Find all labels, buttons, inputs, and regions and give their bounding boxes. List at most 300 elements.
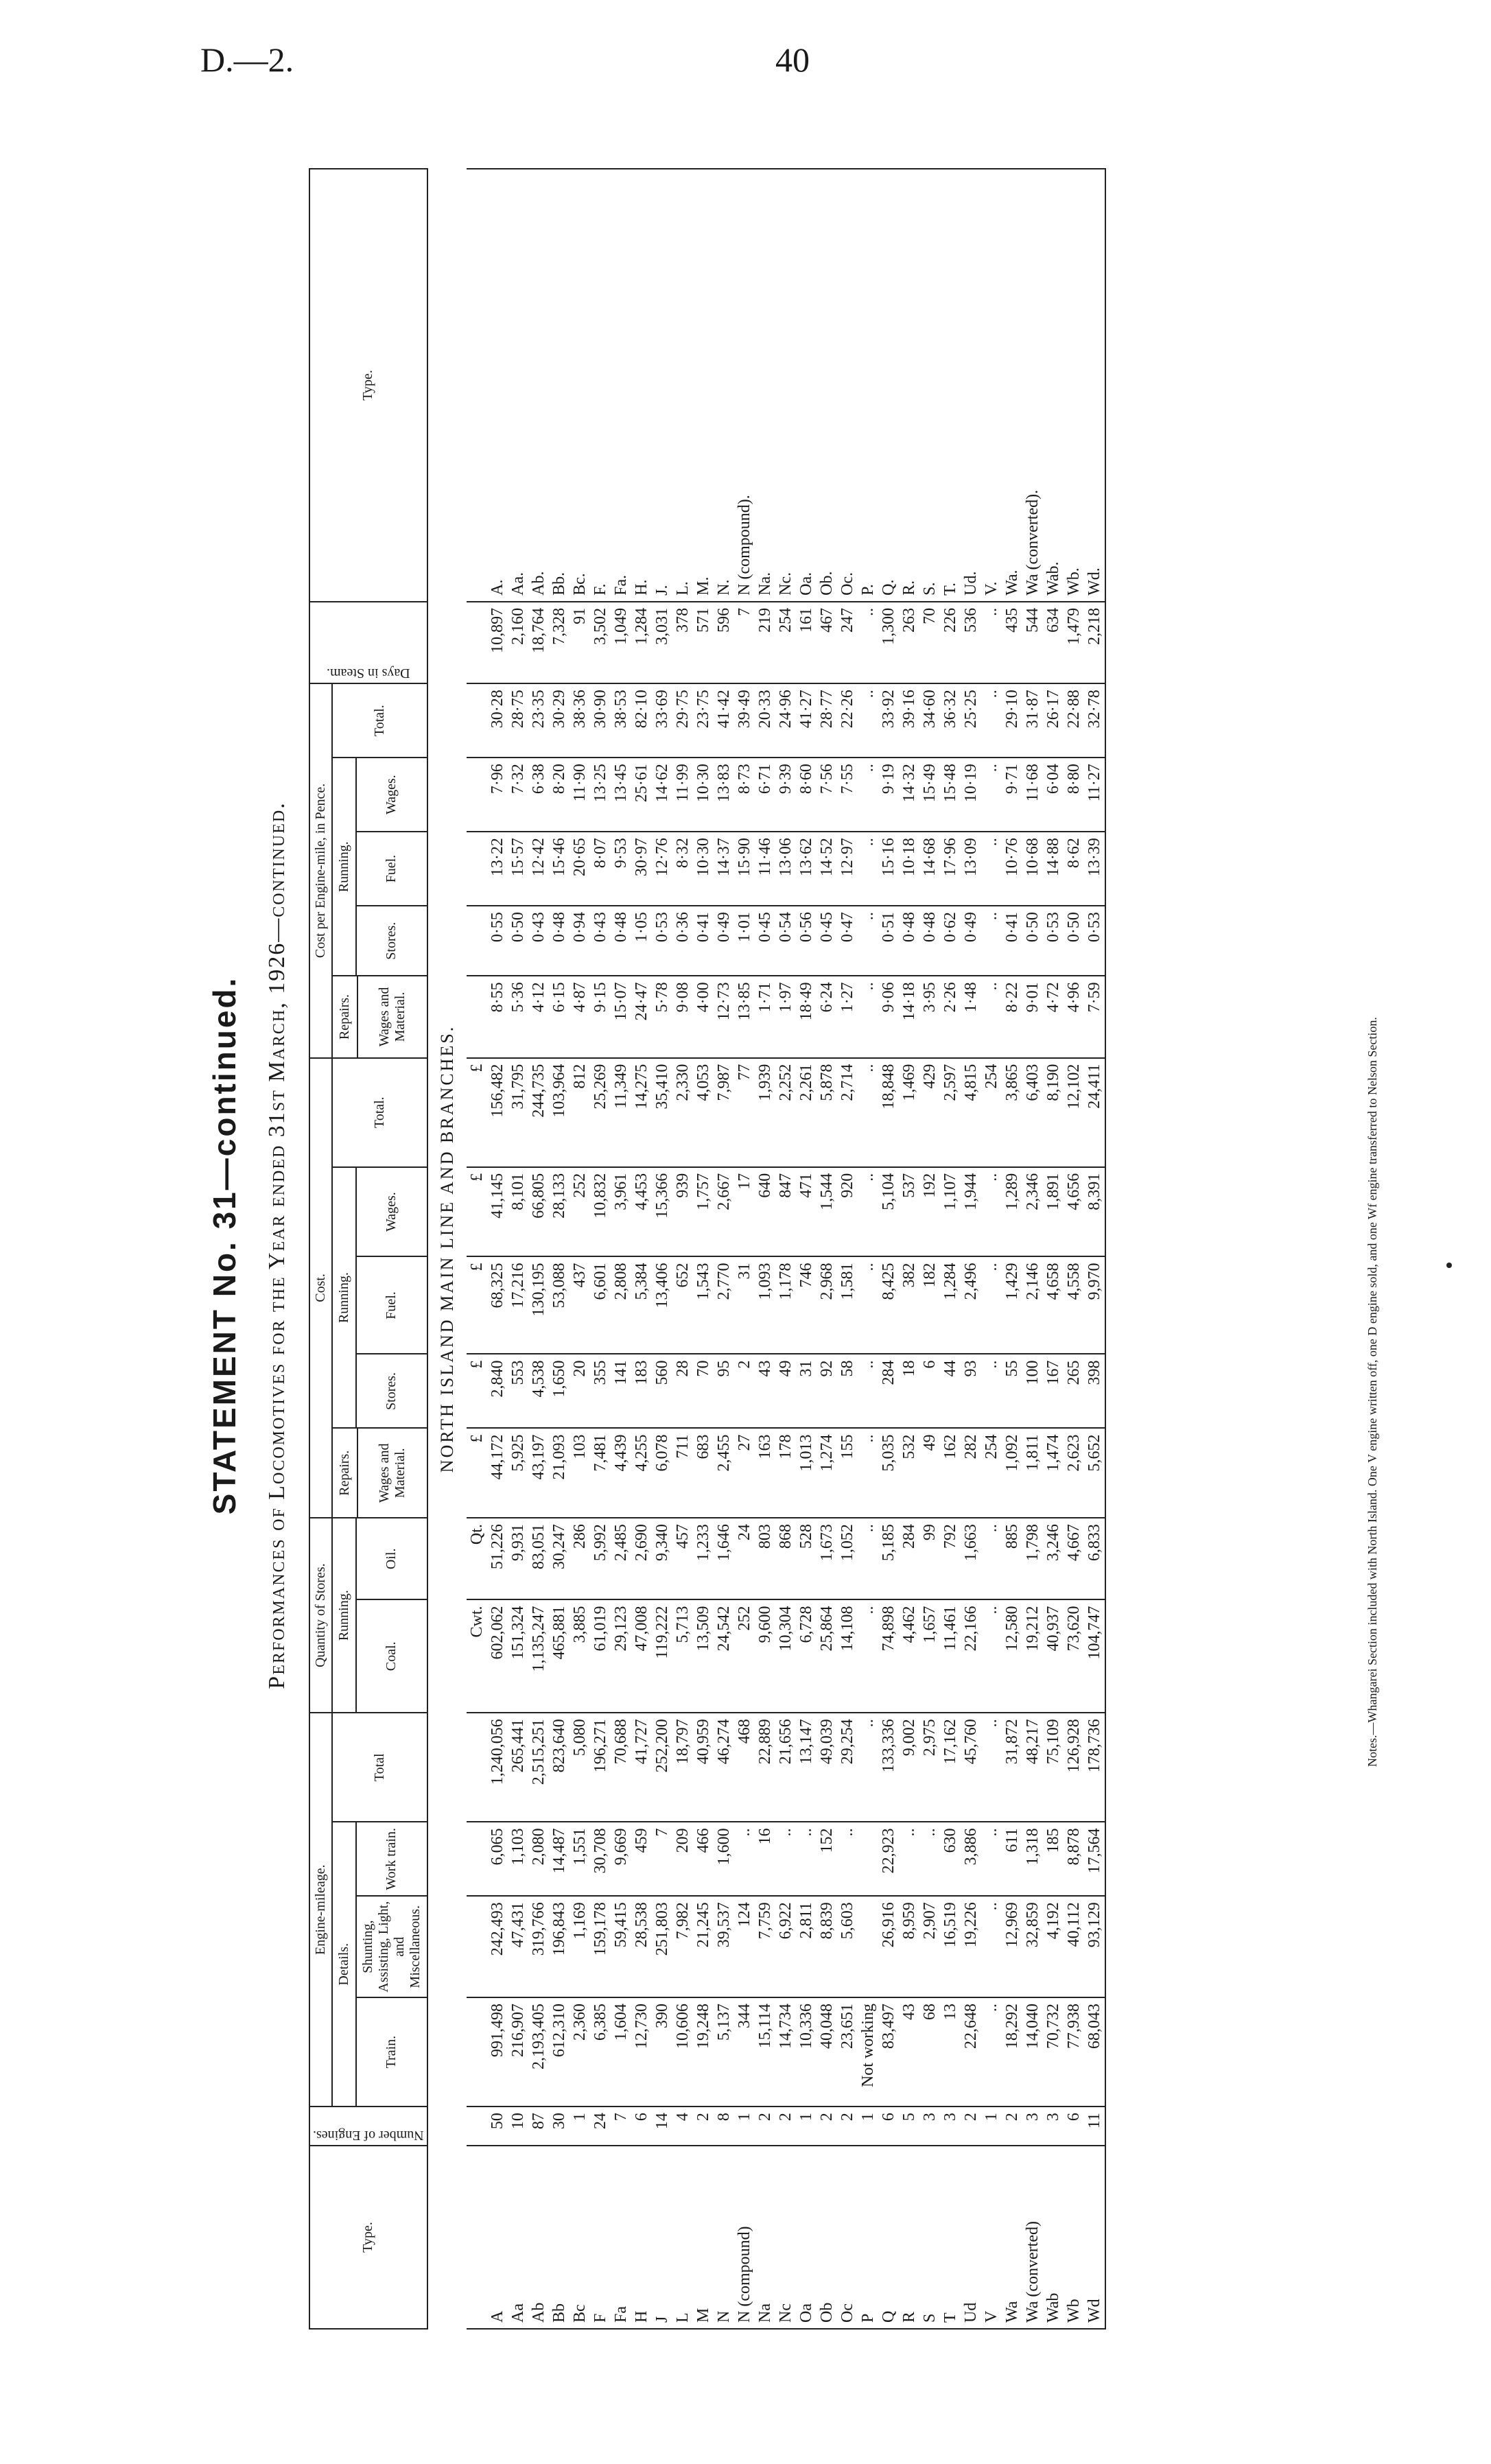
shunting-miles-cell: 39,537 [714,1896,734,1997]
pence-stores-cell: .. [981,906,1002,976]
pence-total-cell: 24·96 [775,683,796,758]
train-miles-cell: 991,498 [487,1997,508,2107]
repairs-cost-cell: 4,439 [611,1428,631,1518]
type-right-cell: R. [899,169,919,602]
oil-cell: 6,833 [1084,1518,1105,1599]
pence-stores-cell: 0·53 [1084,906,1105,976]
days-in-steam-cell: 219 [755,602,775,683]
pence-wages-cell: 15·48 [940,758,961,832]
pence-total-cell: 28·75 [508,683,528,758]
total-miles-cell: 252,200 [652,1713,672,1822]
wages-cost-cell: 1,544 [817,1167,837,1257]
train-miles-cell: 12,730 [631,1997,652,2107]
train-miles-cell: 13 [940,1997,961,2107]
days-in-steam-cell: 596 [714,602,734,683]
total-miles-cell: 45,760 [961,1713,981,1822]
engines-cell: 2 [961,2107,981,2146]
engines-cell: 2 [1002,2107,1022,2146]
table-row [1064,169,1084,2329]
fuel-cost-cell: 2,968 [817,1256,837,1354]
days-in-steam-cell: 10,897 [487,602,508,683]
stores-cost-cell: 167 [1043,1354,1064,1429]
pence-wages-cell: 6·04 [1043,758,1064,832]
pence-stores-cell: 0·51 [878,906,899,976]
type-cell: H [631,2146,652,2329]
wages-cost-cell: 1,289 [1002,1167,1022,1257]
stores-cost-cell: 553 [508,1354,528,1429]
days-in-steam-cell: .. [981,602,1002,683]
days-in-steam-cell: 254 [775,602,796,683]
pence-wages-cell: 10·30 [693,758,714,832]
table-row [940,169,961,2329]
type-cell: S [919,2146,940,2329]
repairs-cost-cell: 683 [693,1428,714,1518]
total-cost-cell: 244,735 [528,1058,549,1167]
repairs-cost-cell: 711 [672,1428,693,1518]
type-right-cell: Wa. [1002,169,1022,602]
stores-cost-cell: 398 [1084,1354,1105,1429]
train-miles-cell: 40,048 [817,1997,837,2107]
work-train-miles-cell: 7 [652,1822,672,1896]
table-row [570,169,590,2329]
header-type: Type. [309,2146,427,2329]
wages-cost-cell: 847 [775,1167,796,1257]
type-cell: Q [878,2146,899,2329]
fuel-cost-cell: 31 [734,1256,755,1354]
total-miles-cell: 5,080 [570,1713,590,1822]
stores-cost-cell: 4,538 [528,1354,549,1429]
pence-repairs-cell: 7·59 [1084,976,1105,1057]
days-in-steam-cell: 226 [940,602,961,683]
pence-stores-cell: 0·48 [549,906,570,976]
stores-cost-cell: 100 [1022,1354,1043,1429]
coal-cell: 9,600 [755,1599,775,1713]
pence-stores-cell: 0·55 [487,906,508,976]
table-row [1002,169,1022,2329]
wages-cost-cell: 640 [755,1167,775,1257]
pence-total-cell: 36·32 [940,683,961,758]
fuel-cost-cell: 1,581 [837,1256,858,1354]
engines-cell: 2 [775,2107,796,2146]
days-in-steam-cell: 70 [919,602,940,683]
oil-cell: 1,646 [714,1518,734,1599]
pence-repairs-cell: 12·73 [714,976,734,1057]
type-cell: T [940,2146,961,2329]
oil-cell: 457 [672,1518,693,1599]
wages-cost-cell: 2,667 [714,1167,734,1257]
stores-cost-cell: 28 [672,1354,693,1429]
engines-cell: 10 [508,2107,528,2146]
wages-cost-cell: 939 [672,1167,693,1257]
days-in-steam-cell: 1,049 [611,602,631,683]
engines-cell: 30 [549,2107,570,2146]
train-miles-cell: 15,114 [755,1997,775,2107]
type-right-cell: L. [672,169,693,602]
total-cost-cell: 5,878 [817,1058,837,1167]
unit-wages: £ [467,1167,487,1257]
pence-fuel-cell: 9·53 [611,832,631,906]
repairs-cost-cell: 162 [940,1428,961,1518]
total-cost-cell: 2,597 [940,1058,961,1167]
engines-cell: 5 [899,2107,919,2146]
pence-total-cell: 25·25 [961,683,981,758]
coal-cell: 4,462 [899,1599,919,1713]
wages-cost-cell: 15,366 [652,1167,672,1257]
pence-repairs-cell: 2·26 [940,976,961,1057]
work-train-miles-cell: 1,600 [714,1822,734,1896]
table-row [734,169,755,2329]
days-in-steam-cell: 2,218 [1084,602,1105,683]
table-row [590,169,611,2329]
pence-stores-cell: 0·53 [652,906,672,976]
type-right-cell: J. [652,169,672,602]
page-ref: D.—2. [200,40,294,79]
coal-cell: 602,062 [487,1599,508,1713]
pence-repairs-cell: 5·78 [652,976,672,1057]
engines-cell: 7 [611,2107,631,2146]
pence-repairs-cell: 9·01 [1022,976,1043,1057]
work-train-miles-cell: 2,080 [528,1822,549,1896]
shunting-miles-cell: 59,415 [611,1896,631,1997]
pence-total-cell: 31·87 [1022,683,1043,758]
engines-cell: 1 [570,2107,590,2146]
pence-stores-cell: 0·47 [837,906,858,976]
pence-total-cell: 33·69 [652,683,672,758]
header-pence-wages-material: Wages and Material. [357,976,427,1057]
work-train-miles-cell: 1,103 [508,1822,528,1896]
coal-cell: 465,881 [549,1599,570,1713]
engines-cell: 2 [693,2107,714,2146]
engines-cell: 14 [652,2107,672,2146]
pence-total-cell: 22·88 [1064,683,1084,758]
oil-cell: 9,931 [508,1518,528,1599]
total-cost-cell: 812 [570,1058,590,1167]
fuel-cost-cell: 53,088 [549,1256,570,1354]
type-right-cell: N (compound). [734,169,755,602]
pence-fuel-cell: 15·16 [878,832,899,906]
type-right-cell: Nc. [775,169,796,602]
header-wages: Wages. [356,1167,427,1257]
fuel-cost-cell: 382 [899,1256,919,1354]
pence-fuel-cell: 13·22 [487,832,508,906]
engines-cell: 3 [919,2107,940,2146]
days-in-steam-cell: 467 [817,602,837,683]
pence-total-cell: 23·75 [693,683,714,758]
pence-repairs-cell: 14·18 [899,976,919,1057]
table-row [714,169,734,2329]
pence-wages-cell: 8·20 [549,758,570,832]
stores-cost-cell: 49 [775,1354,796,1429]
header-type-right: Type. [309,169,427,602]
header-pence-stores: Stores. [356,906,427,976]
type-right-cell: Ab. [528,169,549,602]
train-miles-cell: 5,137 [714,1997,734,2107]
pence-wages-cell: 13·25 [590,758,611,832]
engines-cell: 6 [878,2107,899,2146]
coal-cell: 19,212 [1022,1599,1043,1713]
stores-cost-cell: 265 [1064,1354,1084,1429]
days-in-steam-cell: 7 [734,602,755,683]
total-cost-cell: 4,815 [961,1058,981,1167]
pence-repairs-cell: 1·71 [755,976,775,1057]
pence-wages-cell: 7·96 [487,758,508,832]
stores-cost-cell: 44 [940,1354,961,1429]
work-train-miles-cell: 466 [693,1822,714,1896]
pence-repairs-cell: 9·06 [878,976,899,1057]
wages-cost-cell: 471 [796,1167,817,1257]
days-in-steam-cell: 7,328 [549,602,570,683]
train-miles-cell: 83,497 [878,1997,899,2107]
table-row [1022,169,1043,2329]
shunting-miles-cell: 12,969 [1002,1896,1022,1997]
type-cell: F [590,2146,611,2329]
oil-cell: 4,667 [1064,1518,1084,1599]
pence-repairs-cell: 18·49 [796,976,817,1057]
pence-wages-cell: .. [858,758,878,832]
page-header [0,40,1491,95]
table-row [858,169,878,2329]
coal-cell: 74,898 [878,1599,899,1713]
repairs-cost-cell: 2,623 [1064,1428,1084,1518]
pence-total-cell: 38·53 [611,683,631,758]
stores-cost-cell: .. [981,1354,1002,1429]
header-shunting: Shunting, Assisting, Light, and Miscellaneous. [356,1896,427,1997]
header-oil: Oil. [356,1518,427,1599]
days-in-steam-cell: 1,300 [878,602,899,683]
unit-total: £ [467,1058,487,1167]
pence-fuel-cell: 13·09 [961,832,981,906]
pence-wages-cell: 8·73 [734,758,755,832]
pence-stores-cell: 1·05 [631,906,652,976]
header-coal: Coal. [356,1599,427,1713]
shunting-miles-cell [858,1896,878,1997]
pence-fuel-cell: 12·42 [528,832,549,906]
header-work-train: Work train. [356,1822,427,1896]
work-train-miles-cell: 9,669 [611,1822,631,1896]
fuel-cost-cell: 1,543 [693,1256,714,1354]
total-cost-cell: 8,190 [1043,1058,1064,1167]
pence-fuel-cell: 20·65 [570,832,590,906]
days-in-steam-cell: 263 [899,602,919,683]
repairs-cost-cell: 1,092 [1002,1428,1022,1518]
work-train-miles-cell: .. [796,1822,817,1896]
pence-stores-cell: 0·48 [919,906,940,976]
header-cost: Cost. [309,1058,332,1518]
type-right-cell: S. [919,169,940,602]
pence-wages-cell: 6·38 [528,758,549,832]
type-right-cell: Wa (converted). [1022,169,1043,602]
stores-cost-cell: 1,650 [549,1354,570,1429]
pence-total-cell: 23·35 [528,683,549,758]
train-miles-cell: 77,938 [1064,1997,1084,2107]
shunting-miles-cell: 21,245 [693,1896,714,1997]
train-miles-cell: 14,040 [1022,1997,1043,2107]
type-cell: M [693,2146,714,2329]
table-row [652,169,672,2329]
pence-stores-cell: 0·62 [940,906,961,976]
pence-fuel-cell: 12·76 [652,832,672,906]
days-in-steam-cell: 247 [837,602,858,683]
pence-stores-cell: 0·94 [570,906,590,976]
fuel-cost-cell: 5,384 [631,1256,652,1354]
table-row [487,169,508,2329]
train-miles-cell: 6,385 [590,1997,611,2107]
unit-fuel: £ [467,1256,487,1354]
coal-cell: 104,747 [1084,1599,1105,1713]
train-miles-cell: .. [981,1997,1002,2107]
total-cost-cell: 2,252 [775,1058,796,1167]
fuel-cost-cell: 746 [796,1256,817,1354]
fuel-cost-cell: 2,770 [714,1256,734,1354]
pence-stores-cell: 1·01 [734,906,755,976]
shunting-miles-cell: 16,519 [940,1896,961,1997]
fuel-cost-cell: 68,325 [487,1256,508,1354]
train-miles-cell: 10,606 [672,1997,693,2107]
engines-cell: 6 [1064,2107,1084,2146]
table-row [631,169,652,2329]
repairs-cost-cell: 27 [734,1428,755,1518]
total-miles-cell: 17,162 [940,1713,961,1822]
table-row [549,169,570,2329]
type-right-cell: A. [487,169,508,602]
shunting-miles-cell: 2,811 [796,1896,817,1997]
total-cost-cell: 31,795 [508,1058,528,1167]
train-miles-cell: 68 [919,1997,940,2107]
pence-stores-cell: 0·50 [1022,906,1043,976]
pence-total-cell: 26·17 [1043,683,1064,758]
coal-cell: 47,008 [631,1599,652,1713]
total-cost-cell: .. [858,1058,878,1167]
pence-fuel-cell: 17·96 [940,832,961,906]
pence-fuel-cell: 30·97 [631,832,652,906]
work-train-miles-cell: 611 [1002,1822,1022,1896]
wages-cost-cell: 17 [734,1167,755,1257]
pence-repairs-cell: 1·27 [837,976,858,1057]
pence-wages-cell: 8·60 [796,758,817,832]
engines-cell: 1 [981,2107,1002,2146]
stores-cost-cell: 560 [652,1354,672,1429]
pence-fuel-cell: 15·57 [508,832,528,906]
shunting-miles-cell: 8,839 [817,1896,837,1997]
type-right-cell: Bb. [549,169,570,602]
pence-repairs-cell: 1·48 [961,976,981,1057]
table-row [1084,169,1105,2329]
work-train-miles-cell: .. [981,1822,1002,1896]
total-miles-cell: 21,656 [775,1713,796,1822]
pence-wages-cell: 7·55 [837,758,858,832]
wages-cost-cell: 2,346 [1022,1167,1043,1257]
coal-cell: 22,166 [961,1599,981,1713]
coal-cell: .. [858,1599,878,1713]
repairs-cost-cell: 282 [961,1428,981,1518]
shunting-miles-cell: 251,803 [652,1896,672,1997]
total-cost-cell: 2,330 [672,1058,693,1167]
pence-repairs-cell: 9·15 [590,976,611,1057]
header-cost-per-mile: Cost per Engine-mile, in Pence. [309,683,332,1057]
shunting-miles-cell: 124 [734,1896,755,1997]
total-miles-cell: 29,254 [837,1713,858,1822]
type-cell: Wd [1084,2146,1105,2329]
fuel-cost-cell: 2,808 [611,1256,631,1354]
shunting-miles-cell: 8,959 [899,1896,919,1997]
header-pence-running: Running. [332,758,356,976]
oil-cell: 868 [775,1518,796,1599]
pence-total-cell: 30·29 [549,683,570,758]
pence-wages-cell: .. [981,758,1002,832]
fuel-cost-cell: .. [981,1256,1002,1354]
pence-total-cell: 82·10 [631,683,652,758]
wages-cost-cell: 1,891 [1043,1167,1064,1257]
type-cell: Bb [549,2146,570,2329]
total-miles-cell: .. [858,1713,878,1822]
pence-wages-cell: 6·71 [755,758,775,832]
total-miles-cell: 2,515,251 [528,1713,549,1822]
coal-cell: 10,304 [775,1599,796,1713]
work-train-miles-cell: 8,878 [1064,1822,1084,1896]
type-cell: N (compound) [734,2146,755,2329]
oil-cell: .. [981,1518,1002,1599]
shunting-miles-cell: 93,129 [1084,1896,1105,1997]
pence-total-cell: .. [858,683,878,758]
total-miles-cell: 1,240,056 [487,1713,508,1822]
pence-total-cell: 33·92 [878,683,899,758]
total-cost-cell: 12,102 [1064,1058,1084,1167]
pence-stores-cell: 0·49 [961,906,981,976]
stray-dot [1446,1263,1452,1268]
pence-repairs-cell: 3·95 [919,976,940,1057]
oil-cell: 803 [755,1518,775,1599]
engines-cell: 1 [796,2107,817,2146]
total-miles-cell: 46,274 [714,1713,734,1822]
type-cell: Wa (converted) [1022,2146,1043,2329]
pence-repairs-cell: 4·72 [1043,976,1064,1057]
repairs-cost-cell: 5,925 [508,1428,528,1518]
wages-cost-cell: 66,805 [528,1167,549,1257]
total-cost-cell: 2,714 [837,1058,858,1167]
repairs-cost-cell: 5,652 [1084,1428,1105,1518]
fuel-cost-cell: 1,284 [940,1256,961,1354]
type-right-cell: T. [940,169,961,602]
table-row [981,169,1002,2329]
wages-cost-cell: 41,145 [487,1167,508,1257]
pence-fuel-cell: 8·32 [672,832,693,906]
pence-fuel-cell: 14·68 [919,832,940,906]
pence-fuel-cell: 10·30 [693,832,714,906]
type-right-cell: P. [858,169,878,602]
pence-wages-cell: 10·19 [961,758,981,832]
train-miles-cell: 1,604 [611,1997,631,2107]
pence-fuel-cell: 11·46 [755,832,775,906]
header-cost-total: Total. [332,1058,427,1167]
pence-repairs-cell: 8·22 [1002,976,1022,1057]
engines-cell: 87 [528,2107,549,2146]
pence-wages-cell: 7·56 [817,758,837,832]
coal-cell: .. [981,1599,1002,1713]
pence-total-cell: 41·42 [714,683,734,758]
type-cell: Ud [961,2146,981,2329]
total-miles-cell: 823,640 [549,1713,570,1822]
days-in-steam-cell: 91 [570,602,590,683]
repairs-cost-cell: 178 [775,1428,796,1518]
total-cost-cell: 156,482 [487,1058,508,1167]
work-train-miles-cell: 14,487 [549,1822,570,1896]
fuel-cost-cell: 437 [570,1256,590,1354]
work-train-miles-cell: 209 [672,1822,693,1896]
days-in-steam-cell: 378 [672,602,693,683]
repairs-cost-cell: 1,811 [1022,1428,1043,1518]
table-row [528,169,549,2329]
pence-repairs-cell: 1·97 [775,976,796,1057]
